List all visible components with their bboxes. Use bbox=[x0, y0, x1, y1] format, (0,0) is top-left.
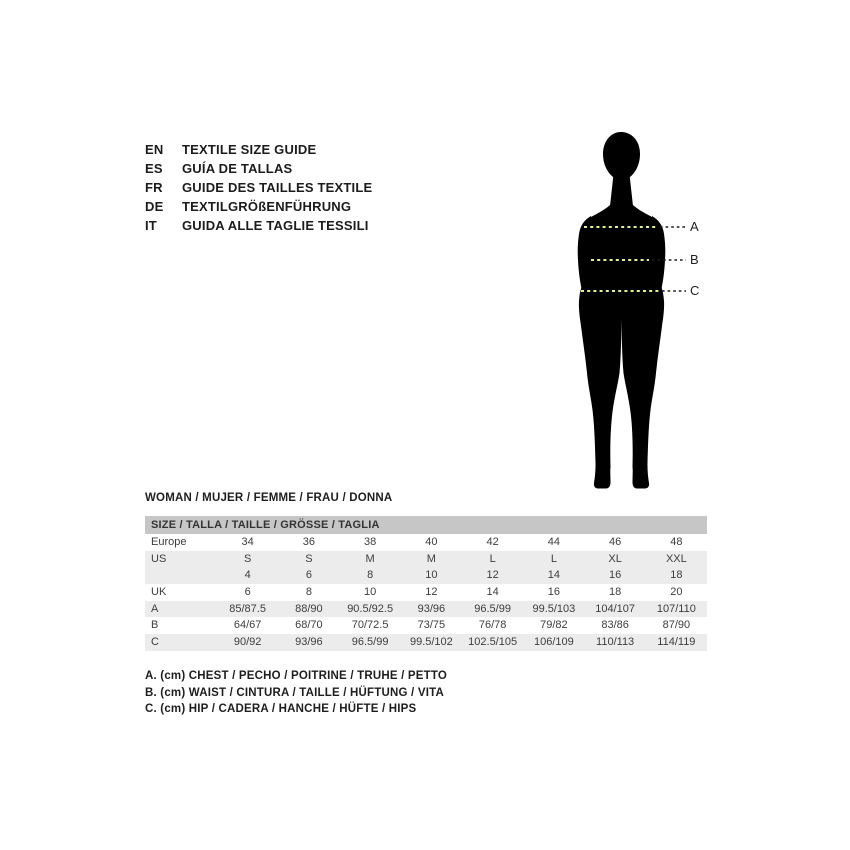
table-row-europe bbox=[145, 534, 707, 551]
size-cell: 90/92 bbox=[233, 636, 262, 649]
size-cell: 70/72.5 bbox=[351, 619, 389, 632]
language-code: DE bbox=[145, 199, 164, 214]
language-row-it bbox=[145, 216, 372, 235]
table-row-hip-c bbox=[145, 634, 707, 651]
language-row-es bbox=[145, 159, 372, 178]
size-cell: 46 bbox=[609, 536, 622, 548]
size-cell: 18 bbox=[609, 586, 622, 599]
size-cell: 88/90 bbox=[295, 602, 323, 615]
size-cell: 6 bbox=[244, 586, 251, 599]
size-cell: S bbox=[305, 552, 313, 565]
size-cell: 34 bbox=[241, 536, 254, 548]
size-cell: 73/75 bbox=[417, 619, 446, 632]
size-cell: 96.5/99 bbox=[474, 602, 511, 615]
guide-title: TEXTILE SIZE GUIDE bbox=[182, 142, 317, 157]
size-cell: 99.5/102 bbox=[409, 636, 453, 649]
size-cell: 76/78 bbox=[478, 619, 507, 632]
size-cell: 93/96 bbox=[417, 602, 446, 615]
row-label bbox=[145, 567, 217, 584]
measurement-notes bbox=[145, 668, 447, 718]
size-cell: 12 bbox=[425, 586, 438, 599]
row-label: US bbox=[151, 552, 167, 565]
measure-label-a: A bbox=[690, 219, 699, 234]
language-code: IT bbox=[145, 218, 157, 233]
size-table-header: SIZE / TALLA / TAILLE / GRÖSSE / TAGLIA bbox=[145, 516, 707, 534]
size-cell: 107/110 bbox=[656, 602, 696, 615]
size-cell: 8 bbox=[305, 586, 312, 599]
size-cell: 10 bbox=[425, 569, 438, 582]
size-cell: 12 bbox=[486, 569, 499, 582]
measure-label-b: B bbox=[690, 252, 699, 267]
size-cell: 16 bbox=[547, 586, 560, 599]
size-cell: 44 bbox=[547, 536, 560, 548]
row-label: A bbox=[151, 602, 159, 615]
row-label: Europe bbox=[151, 536, 187, 548]
language-row-de bbox=[145, 197, 372, 216]
language-code: EN bbox=[145, 142, 164, 157]
row-label: UK bbox=[151, 586, 167, 599]
size-cell: 64/67 bbox=[233, 619, 262, 632]
size-cell: 40 bbox=[425, 536, 438, 548]
language-row-en bbox=[145, 140, 372, 159]
size-cell: 48 bbox=[670, 536, 683, 548]
measurement-figure bbox=[560, 126, 720, 502]
measure-label-c: C bbox=[690, 283, 700, 298]
size-cell: 83/86 bbox=[601, 619, 629, 632]
size-cell: 18 bbox=[670, 569, 683, 582]
size-cell: L bbox=[489, 552, 496, 565]
table-row-us-numeric bbox=[145, 567, 707, 584]
table-row-chest-a bbox=[145, 601, 707, 618]
table-row-waist-b bbox=[145, 617, 707, 634]
size-cell: 93/96 bbox=[295, 636, 323, 649]
size-cell: 96.5/99 bbox=[351, 636, 389, 649]
size-cell: M bbox=[426, 552, 436, 565]
size-cell: 10 bbox=[364, 586, 377, 599]
size-cell: 102.5/105 bbox=[468, 636, 518, 649]
size-cell: 42 bbox=[486, 536, 499, 548]
size-cell: L bbox=[550, 552, 557, 565]
language-title-list bbox=[145, 140, 372, 235]
size-cell: 79/82 bbox=[540, 619, 568, 632]
guide-title: TEXTILGRÖßENFÜHRUNG bbox=[182, 199, 352, 214]
note-hip: C. (cm) HIP / CADERA / HANCHE / HÜFTE / HIPS bbox=[145, 703, 417, 715]
size-cell: 38 bbox=[364, 536, 377, 548]
table-row-us-letter bbox=[145, 551, 707, 568]
language-code: FR bbox=[145, 180, 163, 195]
size-cell: 4 bbox=[244, 569, 251, 582]
note-chest: A. (cm) CHEST / PECHO / POITRINE / TRUHE / PETTO bbox=[145, 670, 448, 682]
size-cell: 36 bbox=[302, 536, 315, 548]
size-table bbox=[145, 516, 707, 651]
size-cell: 14 bbox=[486, 586, 499, 599]
size-cell: M bbox=[365, 552, 375, 565]
size-cell: S bbox=[243, 552, 252, 565]
row-label: C bbox=[151, 636, 159, 649]
size-cell: 14 bbox=[547, 569, 560, 582]
size-cell: 87/90 bbox=[662, 619, 691, 632]
size-cell: 6 bbox=[305, 569, 312, 582]
guide-title: GUÍA DE TALLAS bbox=[182, 161, 293, 176]
size-cell: 8 bbox=[367, 569, 374, 582]
gender-heading: WOMAN / MUJER / FEMME / FRAU / DONNA bbox=[145, 492, 393, 504]
size-cell: 114/119 bbox=[657, 636, 696, 649]
size-cell: XXL bbox=[665, 552, 687, 565]
table-row-uk bbox=[145, 584, 707, 601]
size-cell: 90.5/92.5 bbox=[347, 602, 394, 615]
guide-title: GUIDA ALLE TAGLIE TESSILI bbox=[182, 218, 369, 233]
size-cell: 110/113 bbox=[596, 636, 635, 649]
language-code: ES bbox=[145, 161, 163, 176]
size-cell: 16 bbox=[609, 569, 622, 582]
guide-title: GUIDE DES TAILLES TEXTILE bbox=[182, 180, 373, 195]
size-cell: 85/87.5 bbox=[229, 602, 266, 615]
size-cell: 99.5/103 bbox=[532, 602, 576, 615]
size-cell: 68/70 bbox=[295, 619, 323, 632]
size-cell: 104/107 bbox=[595, 602, 635, 615]
note-waist: B. (cm) WAIST / CINTURA / TAILLE / HÜFTUNG / VITA bbox=[145, 686, 444, 699]
language-row-fr bbox=[145, 178, 372, 197]
size-cell: 106/109 bbox=[533, 636, 574, 649]
size-cell: 20 bbox=[670, 586, 683, 599]
size-cell: XL bbox=[608, 552, 622, 565]
row-label: B bbox=[151, 619, 159, 632]
